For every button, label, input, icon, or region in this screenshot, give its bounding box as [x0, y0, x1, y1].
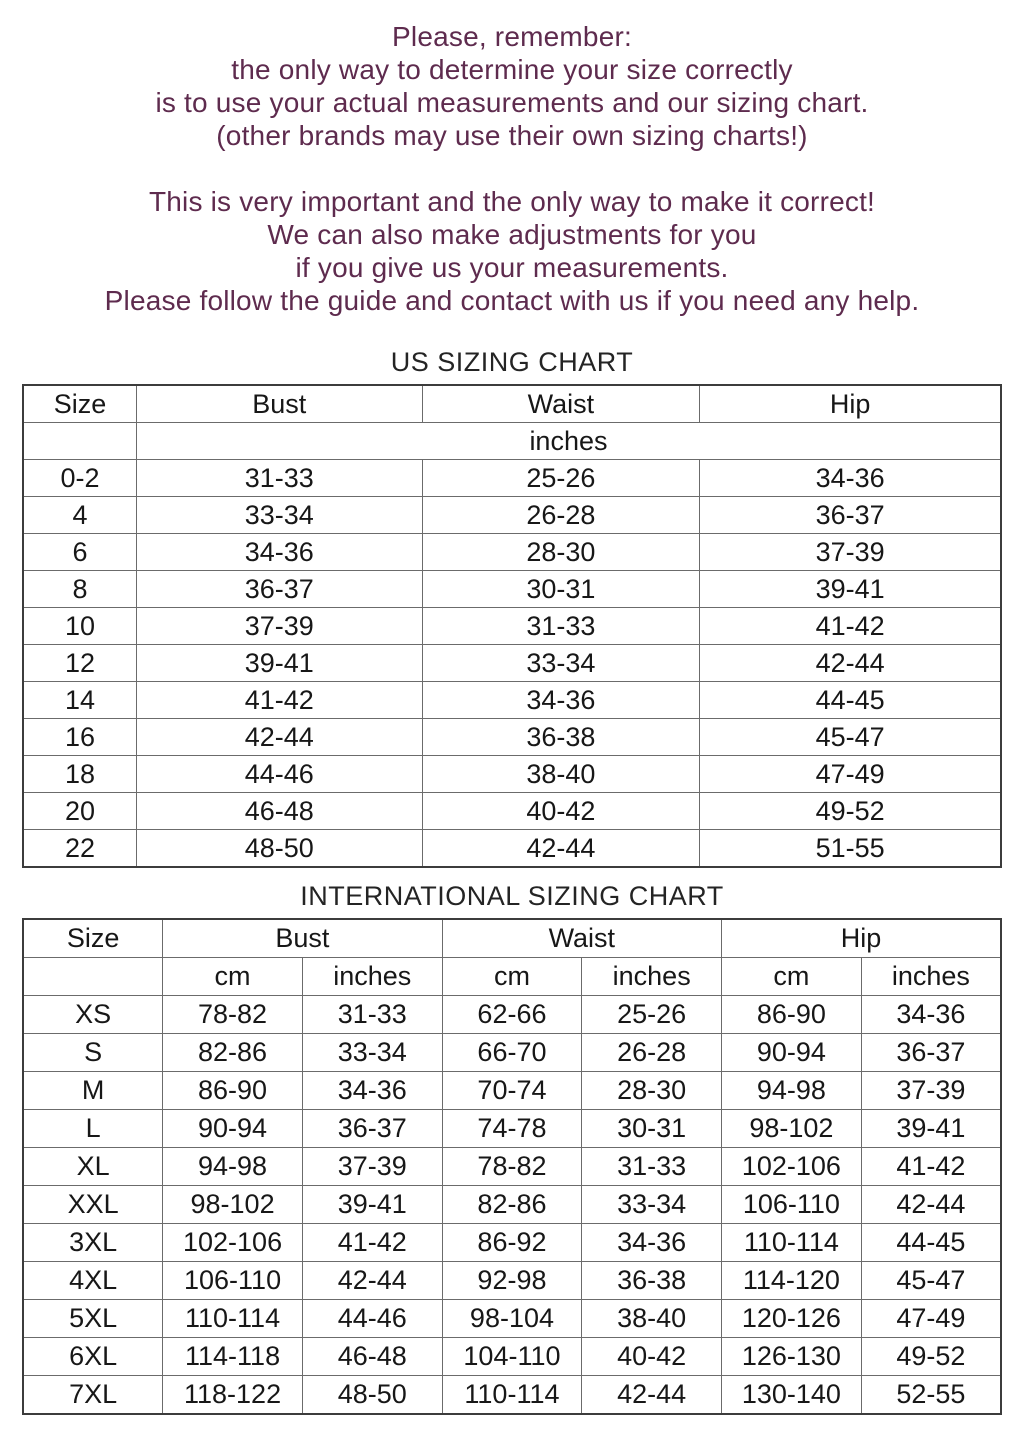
table-row [23, 1148, 1001, 1186]
important-note [0, 185, 1024, 317]
column-header: Size [23, 385, 136, 423]
table-row [23, 645, 1001, 682]
measurement-cell: 31-33 [136, 460, 422, 497]
measurement-cell: 45-47 [700, 719, 1001, 756]
measurement-cell: 114-118 [163, 1338, 303, 1376]
us-sizing-table [22, 384, 1002, 868]
measurement-cell: 48-50 [136, 830, 422, 868]
unit-cell: cm [722, 958, 862, 996]
measurement-cell: 44-46 [136, 756, 422, 793]
measurement-cell: 36-38 [582, 1262, 722, 1300]
measurement-cell: 86-90 [722, 996, 862, 1034]
size-cell: 4XL [23, 1262, 163, 1300]
measurement-cell: 106-110 [722, 1186, 862, 1224]
measurement-cell: 28-30 [582, 1072, 722, 1110]
table-row [23, 1376, 1001, 1415]
measurement-cell: 94-98 [722, 1072, 862, 1110]
intro-line: the only way to determine your size correctly [231, 54, 793, 85]
table-row [23, 756, 1001, 793]
table-header-row [23, 385, 1001, 423]
measurement-cell: 42-44 [136, 719, 422, 756]
measurement-cell: 34-36 [136, 534, 422, 571]
size-cell: 6 [23, 534, 136, 571]
measurement-cell: 82-86 [163, 1034, 303, 1072]
intl-sizing-table [22, 918, 1002, 1415]
measurement-cell: 37-39 [861, 1072, 1001, 1110]
table-row [23, 1224, 1001, 1262]
measurement-cell: 41-42 [700, 608, 1001, 645]
measurement-cell: 42-44 [700, 645, 1001, 682]
table-header-row [23, 919, 1001, 958]
unit-cell: cm [442, 958, 582, 996]
measurement-cell: 52-55 [861, 1376, 1001, 1415]
measurement-cell: 34-36 [422, 682, 700, 719]
intl-chart-title: INTERNATIONAL SIZING CHART [300, 881, 724, 911]
measurement-cell: 82-86 [442, 1186, 582, 1224]
table-row [23, 1186, 1001, 1224]
size-cell: 16 [23, 719, 136, 756]
measurement-cell: 44-45 [861, 1224, 1001, 1262]
measurement-cell: 38-40 [422, 756, 700, 793]
measurement-cell: 36-37 [861, 1034, 1001, 1072]
measurement-cell: 98-102 [722, 1110, 862, 1148]
unit-cell: inches [861, 958, 1001, 996]
table-row [23, 1300, 1001, 1338]
measurement-cell: 47-49 [700, 756, 1001, 793]
measurement-cell: 25-26 [582, 996, 722, 1034]
column-header: Waist [442, 919, 721, 958]
table-row [23, 830, 1001, 868]
unit-cell: inches [302, 958, 442, 996]
measurement-cell: 36-38 [422, 719, 700, 756]
measurement-cell: 37-39 [136, 608, 422, 645]
measurement-cell: 39-41 [861, 1110, 1001, 1148]
measurement-cell: 28-30 [422, 534, 700, 571]
measurement-cell: 41-42 [302, 1224, 442, 1262]
size-cell: M [23, 1072, 163, 1110]
measurement-cell: 46-48 [136, 793, 422, 830]
table-row [23, 1034, 1001, 1072]
table-row [23, 534, 1001, 571]
intro-line: This is very important and the only way to make it correct! [148, 186, 876, 217]
unit-cell: inches [582, 958, 722, 996]
column-header: Bust [163, 919, 442, 958]
measurement-cell: 39-41 [302, 1186, 442, 1224]
measurement-cell: 36-37 [136, 571, 422, 608]
measurement-cell: 78-82 [442, 1148, 582, 1186]
measurement-cell: 98-102 [163, 1186, 303, 1224]
intro-line: We can also make adjustments for you [267, 219, 757, 250]
column-header: Hip [722, 919, 1001, 958]
measurement-cell: 110-114 [163, 1300, 303, 1338]
size-cell: 0-2 [23, 460, 136, 497]
measurement-cell: 37-39 [302, 1148, 442, 1186]
measurement-cell: 34-36 [302, 1072, 442, 1110]
size-cell: 18 [23, 756, 136, 793]
table-row [23, 497, 1001, 534]
unit-cell: cm [163, 958, 303, 996]
measurement-cell: 36-37 [700, 497, 1001, 534]
measurement-cell: 42-44 [422, 830, 700, 868]
table-row [23, 1262, 1001, 1300]
table-row [23, 1338, 1001, 1376]
table-row [23, 1072, 1001, 1110]
measurement-cell: 33-34 [302, 1034, 442, 1072]
size-cell: 10 [23, 608, 136, 645]
unit-row [23, 423, 1001, 460]
measurement-cell: 102-106 [163, 1224, 303, 1262]
column-header: Size [23, 919, 163, 958]
measurement-cell: 78-82 [163, 996, 303, 1034]
measurement-cell: 44-45 [700, 682, 1001, 719]
size-cell: XL [23, 1148, 163, 1186]
measurement-cell: 90-94 [163, 1110, 303, 1148]
empty-cell [23, 958, 163, 996]
column-header: Bust [136, 385, 422, 423]
measurement-cell: 31-33 [422, 608, 700, 645]
size-cell: 20 [23, 793, 136, 830]
size-cell: 5XL [23, 1300, 163, 1338]
size-cell: XS [23, 996, 163, 1034]
size-cell: 22 [23, 830, 136, 868]
column-header: Hip [700, 385, 1001, 423]
measurement-cell: 126-130 [722, 1338, 862, 1376]
us-chart-title: US SIZING CHART [390, 347, 634, 377]
measurement-cell: 86-92 [442, 1224, 582, 1262]
measurement-cell: 94-98 [163, 1148, 303, 1186]
measurement-cell: 62-66 [442, 996, 582, 1034]
measurement-cell: 34-36 [582, 1224, 722, 1262]
measurement-cell: 33-34 [582, 1186, 722, 1224]
measurement-cell: 66-70 [442, 1034, 582, 1072]
measurement-cell: 130-140 [722, 1376, 862, 1415]
column-header: Waist [422, 385, 700, 423]
intro-line: Please, remember: [392, 21, 632, 52]
measurement-cell: 48-50 [302, 1376, 442, 1415]
measurement-cell: 90-94 [722, 1034, 862, 1072]
measurement-cell: 110-114 [722, 1224, 862, 1262]
measurement-cell: 92-98 [442, 1262, 582, 1300]
measurement-cell: 49-52 [861, 1338, 1001, 1376]
measurement-cell: 47-49 [861, 1300, 1001, 1338]
unit-cell: inches [136, 423, 1001, 460]
measurement-cell: 70-74 [442, 1072, 582, 1110]
measurement-cell: 42-44 [302, 1262, 442, 1300]
table-row [23, 719, 1001, 756]
size-cell: 14 [23, 682, 136, 719]
table-row [23, 996, 1001, 1034]
intro-line: Please follow the guide and contact with us if you need any help. [104, 285, 920, 316]
measurement-cell: 104-110 [442, 1338, 582, 1376]
measurement-cell: 36-37 [302, 1110, 442, 1148]
size-cell: 3XL [23, 1224, 163, 1262]
measurement-cell: 118-122 [163, 1376, 303, 1415]
size-cell: XXL [23, 1186, 163, 1224]
table-row [23, 460, 1001, 497]
measurement-cell: 31-33 [302, 996, 442, 1034]
intro-line: if you give us your measurements. [295, 252, 729, 283]
measurement-cell: 30-31 [582, 1110, 722, 1148]
measurement-cell: 74-78 [442, 1110, 582, 1148]
unit-row [23, 958, 1001, 996]
size-cell: 6XL [23, 1338, 163, 1376]
measurement-cell: 31-33 [582, 1148, 722, 1186]
measurement-cell: 33-34 [136, 497, 422, 534]
measurement-cell: 42-44 [582, 1376, 722, 1415]
size-cell: 4 [23, 497, 136, 534]
size-cell: L [23, 1110, 163, 1148]
intro-note [0, 20, 1024, 152]
size-cell: 12 [23, 645, 136, 682]
measurement-cell: 33-34 [422, 645, 700, 682]
measurement-cell: 40-42 [582, 1338, 722, 1376]
table-row [23, 793, 1001, 830]
empty-cell [23, 423, 136, 460]
measurement-cell: 37-39 [700, 534, 1001, 571]
measurement-cell: 25-26 [422, 460, 700, 497]
measurement-cell: 46-48 [302, 1338, 442, 1376]
measurement-cell: 39-41 [700, 571, 1001, 608]
measurement-cell: 114-120 [722, 1262, 862, 1300]
measurement-cell: 98-104 [442, 1300, 582, 1338]
measurement-cell: 41-42 [136, 682, 422, 719]
measurement-cell: 44-46 [302, 1300, 442, 1338]
measurement-cell: 26-28 [582, 1034, 722, 1072]
measurement-cell: 39-41 [136, 645, 422, 682]
measurement-cell: 41-42 [861, 1148, 1001, 1186]
size-cell: S [23, 1034, 163, 1072]
measurement-cell: 49-52 [700, 793, 1001, 830]
measurement-cell: 30-31 [422, 571, 700, 608]
measurement-cell: 110-114 [442, 1376, 582, 1415]
table-row [23, 682, 1001, 719]
measurement-cell: 45-47 [861, 1262, 1001, 1300]
measurement-cell: 102-106 [722, 1148, 862, 1186]
size-cell: 8 [23, 571, 136, 608]
intro-line: is to use your actual measurements and our sizing chart. [155, 87, 869, 118]
size-cell: 7XL [23, 1376, 163, 1415]
measurement-cell: 120-126 [722, 1300, 862, 1338]
measurement-cell: 40-42 [422, 793, 700, 830]
measurement-cell: 26-28 [422, 497, 700, 534]
measurement-cell: 106-110 [163, 1262, 303, 1300]
table-row [23, 608, 1001, 645]
measurement-cell: 86-90 [163, 1072, 303, 1110]
table-row [23, 571, 1001, 608]
measurement-cell: 34-36 [700, 460, 1001, 497]
measurement-cell: 42-44 [861, 1186, 1001, 1224]
measurement-cell: 51-55 [700, 830, 1001, 868]
intro-line: (other brands may use their own sizing charts!) [216, 120, 808, 151]
table-row [23, 1110, 1001, 1148]
measurement-cell: 38-40 [582, 1300, 722, 1338]
measurement-cell: 34-36 [861, 996, 1001, 1034]
